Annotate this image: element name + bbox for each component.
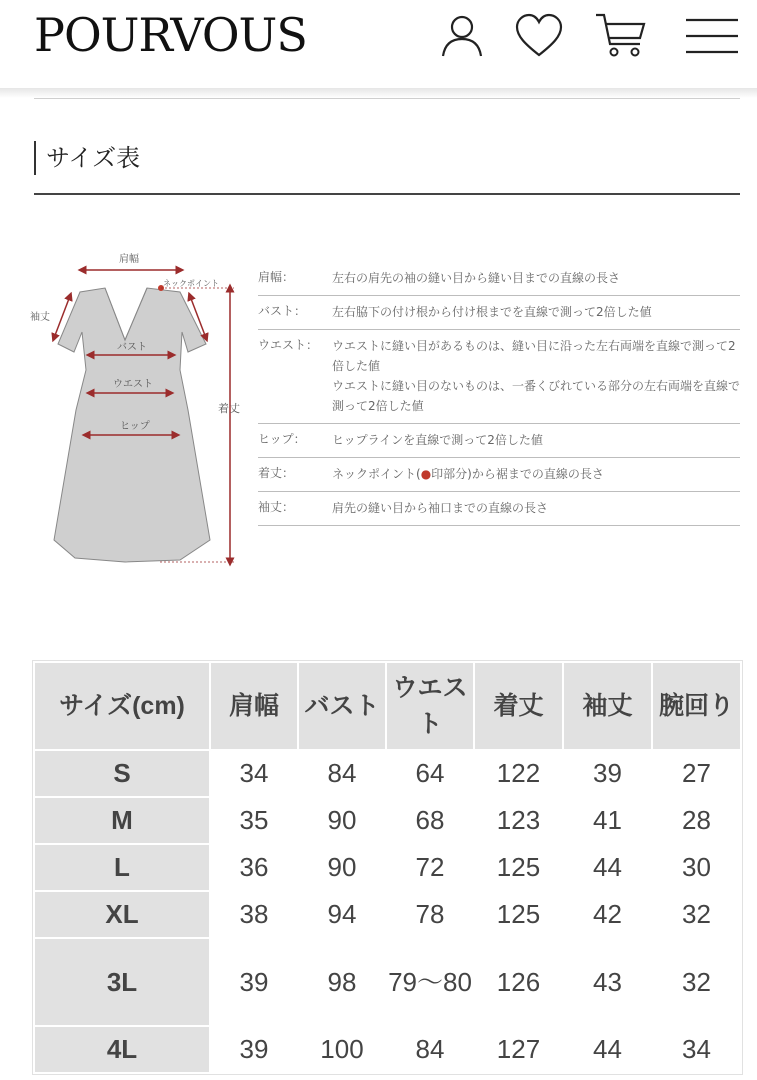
definition-row xyxy=(258,330,740,424)
table-cell: 90 xyxy=(298,797,386,844)
column-header: 腕回り xyxy=(652,662,741,750)
table-cell: 100 xyxy=(298,1026,386,1073)
table-cell: 125 xyxy=(474,891,563,938)
table-cell: 39 xyxy=(210,938,298,1026)
table-cell: 43 xyxy=(563,938,652,1026)
column-header: 袖丈 xyxy=(563,662,652,750)
table-row xyxy=(34,1026,741,1073)
divider xyxy=(34,98,740,99)
definition-text-pre: ネックポイント( xyxy=(332,467,421,481)
table-header-row xyxy=(34,662,741,750)
table-row xyxy=(34,891,741,938)
table-cell: 34 xyxy=(210,750,298,797)
column-header: ウエスト xyxy=(386,662,474,750)
table-cell: 94 xyxy=(298,891,386,938)
table-cell: 32 xyxy=(652,938,741,1026)
definition-text: ウエストに縫い目のないものは、一番くびれている部分の左右両端を直線で測って2倍した値 xyxy=(332,379,741,413)
table-cell: 90 xyxy=(298,844,386,891)
table-cell: 32 xyxy=(652,891,741,938)
menu-icon[interactable] xyxy=(684,10,740,62)
site-header xyxy=(0,0,757,88)
size-label-cell: 3L xyxy=(34,938,210,1026)
definition-term: 肩幅： xyxy=(258,270,295,284)
site-logo[interactable]: POURVOUS xyxy=(34,8,307,62)
definition-row xyxy=(258,424,740,458)
table-cell: 44 xyxy=(563,1026,652,1073)
table-row xyxy=(34,844,741,891)
cart-icon[interactable] xyxy=(594,10,646,62)
red-dot-icon: ● xyxy=(420,467,432,481)
table-cell: 39 xyxy=(210,1026,298,1073)
definition-term: ウエスト： xyxy=(258,338,319,352)
label-bust: バスト xyxy=(117,342,147,353)
table-cell: 98 xyxy=(298,938,386,1026)
size-label-cell: L xyxy=(34,844,210,891)
dress-diagram xyxy=(30,240,250,580)
size-label-cell: XL xyxy=(34,891,210,938)
table-cell: 126 xyxy=(474,938,563,1026)
table-row xyxy=(34,938,741,1026)
size-label-cell: M xyxy=(34,797,210,844)
definition-text-post: 印部分)から裾までの直線の長さ xyxy=(431,467,604,481)
size-table-body xyxy=(34,750,741,1073)
definition-term: バスト： xyxy=(258,304,307,318)
table-cell: 68 xyxy=(386,797,474,844)
table-cell: 72 xyxy=(386,844,474,891)
table-cell: 39 xyxy=(563,750,652,797)
table-cell: 127 xyxy=(474,1026,563,1073)
definition-row xyxy=(258,262,740,296)
label-waist: ウエスト xyxy=(113,379,153,390)
table-cell: 34 xyxy=(652,1026,741,1073)
table-cell: 125 xyxy=(474,844,563,891)
table-cell: 35 xyxy=(210,797,298,844)
size-label-cell: 4L xyxy=(34,1026,210,1073)
size-table xyxy=(33,661,742,1074)
definition-text xyxy=(332,464,740,484)
definition-text: ウエストに縫い目があるものは、縫い目に沿った左右両端を直線で測って2倍した値 xyxy=(332,339,736,373)
definition-row xyxy=(258,458,740,492)
table-cell: 123 xyxy=(474,797,563,844)
table-cell: 122 xyxy=(474,750,563,797)
header-shadow xyxy=(0,88,757,98)
measurement-definitions xyxy=(258,262,740,526)
table-cell: 78 xyxy=(386,891,474,938)
table-cell: 44 xyxy=(563,844,652,891)
table-cell: 38 xyxy=(210,891,298,938)
definition-text-group xyxy=(332,336,740,416)
column-header: サイズ(cm) xyxy=(34,662,210,750)
label-sleeve: 袖丈 xyxy=(30,312,50,323)
column-header: バスト xyxy=(298,662,386,750)
table-cell: 64 xyxy=(386,750,474,797)
table-cell: 36 xyxy=(210,844,298,891)
label-length: 着丈 xyxy=(218,402,240,415)
table-cell: 84 xyxy=(298,750,386,797)
title-underline xyxy=(34,193,740,195)
table-cell: 28 xyxy=(652,797,741,844)
table-row xyxy=(34,797,741,844)
table-cell: 41 xyxy=(563,797,652,844)
definition-row xyxy=(258,492,740,526)
table-row xyxy=(34,750,741,797)
label-hip: ヒップ xyxy=(120,421,150,432)
definition-term: 着丈： xyxy=(258,466,295,480)
table-cell: 84 xyxy=(386,1026,474,1073)
definition-term: ヒップ： xyxy=(258,432,306,446)
label-shoulder: 肩幅 xyxy=(119,254,139,265)
user-icon[interactable] xyxy=(436,10,488,62)
table-cell: 42 xyxy=(563,891,652,938)
table-cell: 30 xyxy=(652,844,741,891)
column-header: 肩幅 xyxy=(210,662,298,750)
definition-term: 袖丈： xyxy=(258,500,295,514)
heart-icon[interactable] xyxy=(513,10,565,62)
size-label-cell: S xyxy=(34,750,210,797)
section-title: サイズ表 xyxy=(34,141,140,175)
table-cell: 27 xyxy=(652,750,741,797)
label-neck-point: ネックポイント xyxy=(163,279,219,288)
column-header: 着丈 xyxy=(474,662,563,750)
table-cell: 79〜80 xyxy=(386,938,474,1026)
definition-text: 左右の肩先の袖の縫い目から縫い目までの直線の長さ xyxy=(332,271,621,285)
definition-text: ヒップラインを直線で測って2倍した値 xyxy=(332,433,543,447)
definition-row xyxy=(258,296,740,330)
definition-text: 肩先の縫い目から袖口までの直線の長さ xyxy=(332,501,549,515)
definition-text: 左右脇下の付け根から付け根までを直線で測って2倍した値 xyxy=(332,305,652,319)
